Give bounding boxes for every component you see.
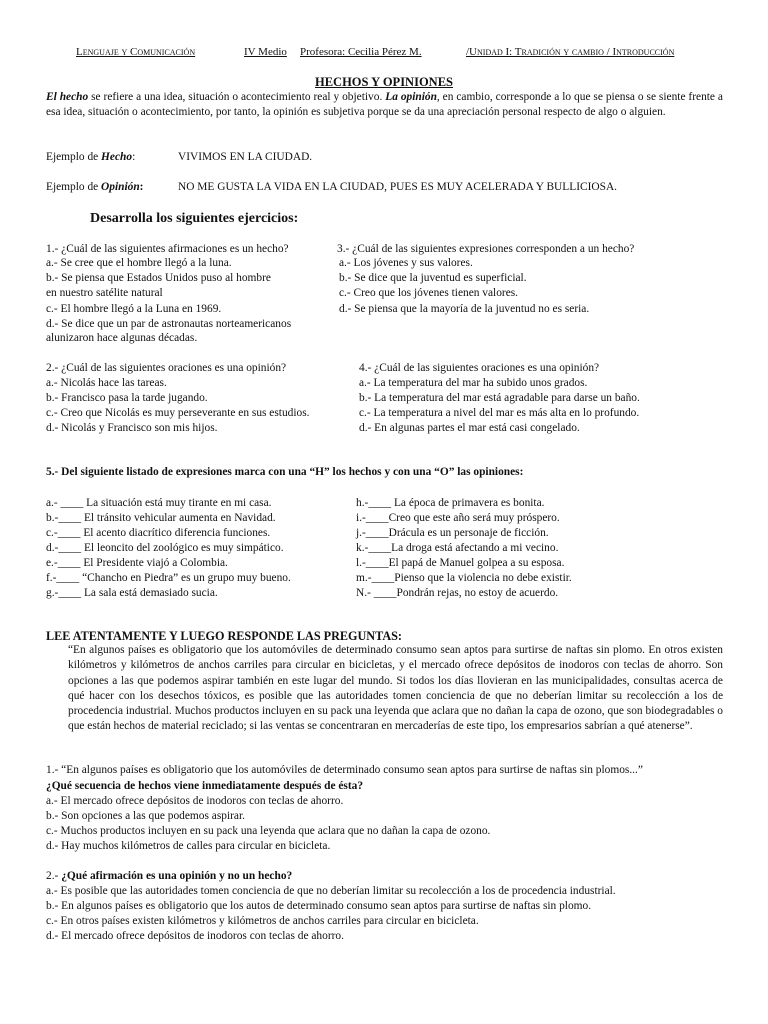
q5-item-m: m.-____Pienso que la violencia no debe existir.: [356, 572, 572, 584]
q4-question: 4.- ¿Cuál de las siguientes oraciones es una opinión?: [359, 362, 600, 374]
rq1-option-a: a.- El mercado ofrece depósitos de inodoros con teclas de ahorro.: [46, 795, 344, 807]
q3-question: 3.- ¿Cuál de las siguientes expresiones corresponden a un hecho?: [337, 243, 635, 255]
q5-item-a: a.- ____ La situación está muy tirante en mi casa.: [46, 497, 272, 509]
q2-option-c: c.- Creo que Nicolás es muy perseverante en sus estudios.: [46, 407, 310, 419]
rq2-option-b: b.- En algunos países es obligatorio que los autos de determinado consumo sean aptos para surtirse de naftas sin plomo.: [46, 900, 592, 912]
q1-option-d: d.- Se dice que un par de astronautas norteamericanos: [46, 318, 292, 330]
header-level: IV Medio: [244, 46, 287, 58]
q1-option-b: b.- Se piensa que Estados Unidos puso al hombre: [46, 272, 271, 284]
example-hecho-text: VIVIMOS EN LA CIUDAD.: [178, 151, 313, 163]
q1-option-a: a.- Se cree que el hombre llegó a la luna.: [46, 257, 232, 269]
intro-paragraph: [46, 90, 723, 121]
header-subject: Lenguaje y Comunicación: [76, 46, 196, 58]
rq2-number: 2.-: [46, 870, 62, 882]
q5-item-d: d.-____ El leoncito del zoológico es muy simpático.: [46, 542, 284, 554]
q2-option-d: d.- Nicolás y Francisco son mis hijos.: [46, 422, 218, 434]
q1-option-c: c.- El hombre llegó a la Luna en 1969.: [46, 303, 222, 315]
q2-question: 2.- ¿Cuál de las siguientes oraciones es una opinión?: [46, 362, 287, 374]
hecho-definition: se refiere a una idea, situación o acontecimiento real y objetivo.: [88, 91, 386, 103]
q5-item-l: l.-____El papá de Manuel golpea a su esposa.: [356, 557, 565, 569]
exercises-heading: Desarrolla los siguientes ejercicios:: [90, 211, 299, 226]
rq1-option-d: d.- Hay muchos kilómetros de calles para circular en bicicleta.: [46, 840, 331, 852]
rq2-option-d: d.- El mercado ofrece depósitos de inodoros con teclas de ahorro.: [46, 930, 344, 942]
q5-item-f: f.-____ “Chancho en Piedra” es un grupo muy bueno.: [46, 572, 291, 584]
q5-item-i: i.-____Creo que este año será muy próspero.: [356, 512, 560, 524]
rq2-option-c: c.- En otros países existen kilómetros y kilómetros de anchos carriles para circular en bicicleta.: [46, 915, 479, 927]
q5-item-j: j.-____Drácula es un personaje de ficción.: [356, 527, 549, 539]
q4-option-d: d.- En algunas partes el mar está casi congelado.: [359, 422, 580, 434]
q5-item-k: k.-____La droga está afectando a mi vecino.: [356, 542, 559, 554]
example-opinion-label: Ejemplo de Opinión:: [46, 181, 144, 193]
q5-heading: 5.- Del siguiente listado de expresiones marca con una “H” los hechos y con una “O” las opiniones:: [46, 466, 524, 478]
q5-item-b: b.-____ El tránsito vehicular aumenta en Navidad.: [46, 512, 276, 524]
page-title: HECHOS Y OPINIONES: [315, 75, 453, 89]
opinion-term: La opinión: [385, 91, 437, 103]
rq2-question-text: ¿Qué afirmación es una opinión y no un hecho?: [61, 870, 293, 882]
header-teacher: Profesora: Cecilia Pérez M.: [300, 46, 422, 58]
q5-item-n: N.- ____Pondrán rejas, no estoy de acuerdo.: [356, 587, 559, 599]
q5-item-h: h.-____ La época de primavera es bonita.: [356, 497, 545, 509]
rq1-quote: 1.- “En algunos países es obligatorio que los automóviles de determinado consumo sean aptos para surtirse de naftas sin plomos...”: [46, 764, 643, 776]
q4-option-a: a.- La temperatura del mar ha subido unos grados.: [359, 377, 588, 389]
example-opinion-text: NO ME GUSTA LA VIDA EN LA CIUDAD, PUES ES MUY ACELERADA Y BULLICIOSA.: [178, 181, 618, 193]
q1-question: 1.- ¿Cuál de las siguientes afirmaciones es un hecho?: [46, 243, 289, 255]
q4-option-c: c.- La temperatura a nivel del mar es más alta en lo profundo.: [359, 407, 640, 419]
q5-item-e: e.-____ El Presidente viajó a Colombia.: [46, 557, 228, 569]
q3-option-b: b.- Se dice que la juventud es superficial.: [339, 272, 527, 284]
header-unit: /Unidad I: Tradición y cambio / Introducción: [466, 46, 675, 58]
q3-option-a: a.- Los jóvenes y sus valores.: [339, 257, 473, 269]
q4-option-b: b.- La temperatura del mar está agradable para darse un baño.: [359, 392, 640, 404]
reading-passage: “En algunos países es obligatorio que los automóviles de determinado consumo sean aptos para surtirse de naftas sin plomo. En otros existen kilómetros y kilómetros de anchos carriles para circular en bicicletas, y el mercado ofrece depósitos de inodoros con teclas de ahorro. Son opciones a las que podemos aspirar también en este lugar del mundo. Si todos los días llovieran en las municipalidades, consultas acerca de qué hacer con los desechos tóxicos, es posible que las autoridades tomen conciencia de que no deberían limitar su recolección a los de procedencia industrial. Muchos productos incluyen en su pack una leyenda que aclara que no dañan la capa de ozono, que son biodegradables o que están hechos de material reciclado; si las ventas se concentraran en mercaderías de este tipo, los empresarios sabrían a qué atenerse”.: [68, 644, 723, 733]
q3-option-d: d.- Se piensa que la mayoría de la juventud no es seria.: [339, 303, 590, 315]
q3-option-c: c.- Creo que los jóvenes tienen valores.: [339, 287, 519, 299]
rq2-question: [46, 869, 292, 883]
q2-option-a: a.- Nicolás hace las tareas.: [46, 377, 167, 389]
rq1-question: ¿Qué secuencia de hechos viene inmediatamente después de ésta?: [46, 780, 364, 792]
reading-heading: LEE ATENTAMENTE Y LUEGO RESPONDE LAS PREGUNTAS:: [46, 629, 402, 643]
q5-item-c: c.-____ El acento diacrítico diferencia funciones.: [46, 527, 271, 539]
q2-option-b: b.- Francisco pasa la tarde jugando.: [46, 392, 208, 404]
q5-item-g: g.-____ La sala está demasiado sucia.: [46, 587, 218, 599]
opinion-definition: , en cambio, corresponde a lo que se piensa o se siente frente a esa idea, situación o acontecimiento, por tanto, la opinión es subjetiva porque se da una apreciación personal respecto de algo o alguien.: [46, 91, 723, 119]
q1-option-b-cont: en nuestro satélite natural: [46, 287, 163, 299]
rq2-option-a: a.- Es posible que las autoridades tomen conciencia de que no deberían limitar su recolección a los de procedencia industrial.: [46, 885, 616, 897]
q1-option-d-cont: alunizaron hace algunas décadas.: [46, 332, 198, 344]
rq1-option-c: c.- Muchos productos incluyen en su pack una leyenda que aclara que no dañan la capa de ozono.: [46, 825, 491, 837]
rq1-option-b: b.- Son opciones a las que podemos aspirar.: [46, 810, 245, 822]
example-hecho-label: Ejemplo de Hecho:: [46, 151, 136, 163]
hecho-term: El hecho: [46, 91, 89, 103]
